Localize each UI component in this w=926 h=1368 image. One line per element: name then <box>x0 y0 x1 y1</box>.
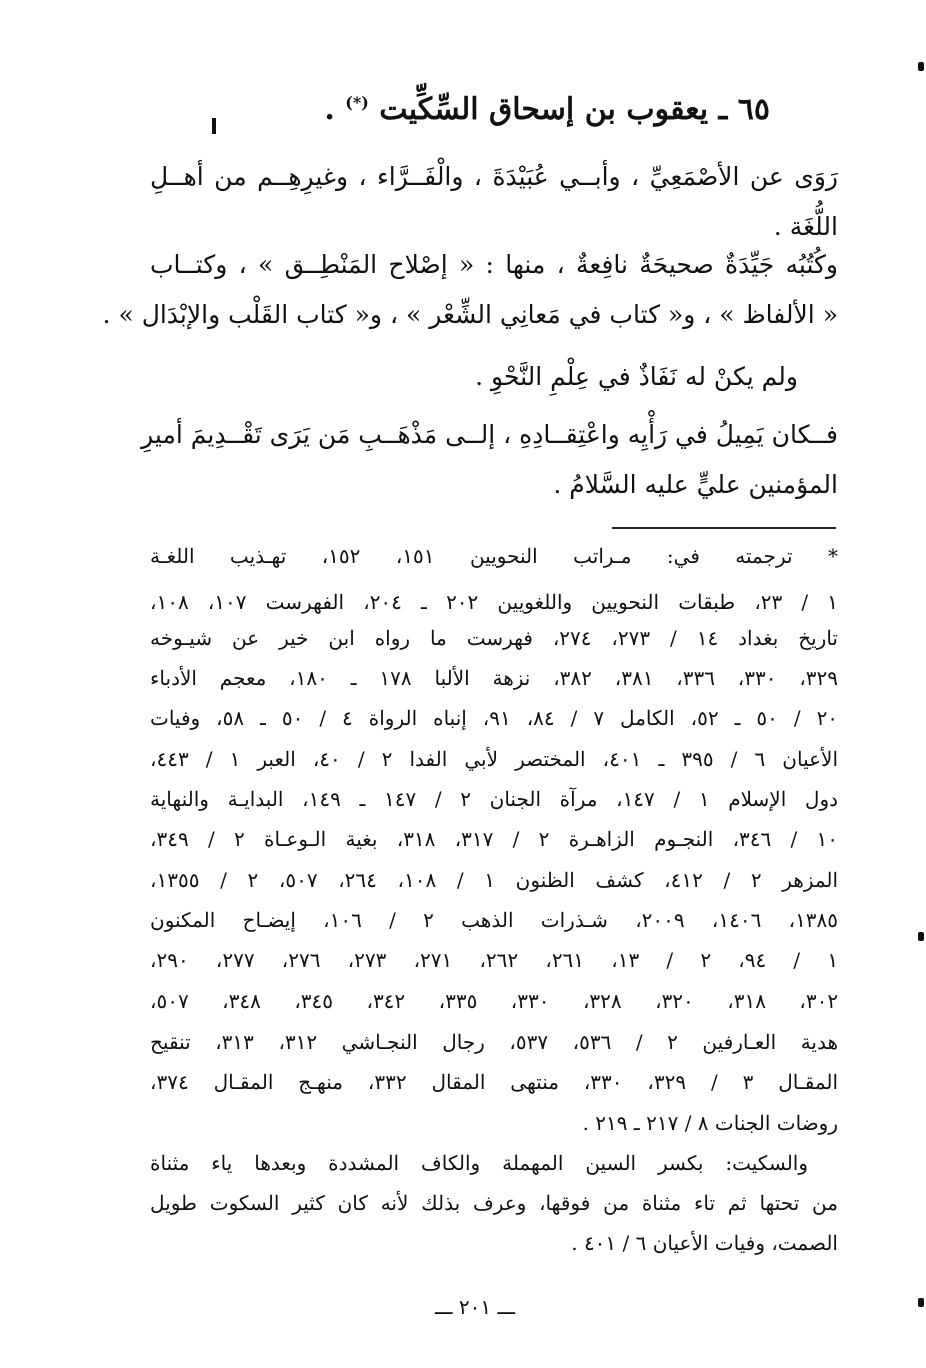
entry-heading <box>300 92 770 142</box>
page-number: ـــ ٢٠١ ـــ <box>434 1295 516 1319</box>
footnote-line: روضات الجنات ٨ / ٢١٧ ـ ٢١٩ . <box>582 1111 838 1135</box>
scan-margin-mark <box>918 62 924 71</box>
entry-number: ٦٥ ـ <box>718 92 770 127</box>
footnote-line: ٣٢٩، ٣٣٠، ٣٣٦، ٣٨١، ٣٨٢، نزهة الألبا ١٧٨ ـ ١٨٠، معجم الأدباء <box>150 666 839 690</box>
body-line: رَوَى عن الأصْمَعِيِّ ، وأبــي عُبَيْدَةَ ، والْفَــرَّاء ، وغيرِهِــم من أهــلِ <box>150 162 838 191</box>
entry-name: يعقوب بن إسحاق السِّكِّيت <box>379 92 709 127</box>
footnote-line: من تحتها ثم تاء مثناة من فوقها، وعرف بذلك لأنه كان كثير السكوت طويل <box>150 1191 838 1215</box>
body-line: فــكان يَمِيلُ في رَأْيِه واعْتِقــادِهِ ، إلــى مَذْهَــبِ مَن يَرَى تَقْــدِيمَ أميرِ <box>141 420 838 449</box>
footnote-line: الصمت، وفيات الأعيان ٦ / ٤٠١ . <box>571 1231 838 1255</box>
body-line: اللُّغَة . <box>773 212 838 241</box>
footnote-line: هدية العـارفين ٢ / ٥٣٦، ٥٣٧، رجال النجـاشي ٣١٢، ٣١٣، تنقيح <box>150 1030 839 1054</box>
footnote-line: ١٣٨٥، ١٤٠٦، ٢٠٠٩، شـذرات الذهب ٢ / ١٠٦، إيضـاح المكنون <box>150 908 839 932</box>
scan-margin-mark <box>918 932 924 941</box>
footnote-line: ١٠ / ٣٤٦، النجـوم الزاهـرة ٢ / ٣١٧، ٣١٨، بغية الـوعـاة ٢ / ٣٤٩، <box>150 827 839 851</box>
footnote-line: دول الإسلام ١ / ١٤٧، مرآة الجنان ٢ / ١٤٧ ـ ١٤٩، البدايـة والنهاية <box>150 787 839 811</box>
footnote-line: المقـال ٣ / ٣٢٩، ٣٣٠، منتهى المقال ٣٣٢، منهـج المقـال ٣٧٤، <box>150 1070 839 1094</box>
footnote-marker: (*) <box>345 93 369 112</box>
body-line: وكُتُبُه جَيِّدَةٌ صحيحَةٌ نافِعةٌ ، منها : « إصْلاح المَنْطِــق » ، وكتــاب <box>150 250 838 279</box>
margin-tick <box>212 118 216 134</box>
footnote-line: تاريخ بغداد ١٤ / ٢٧٣، ٢٧٤، فهرست ما رواه ابن خير عن شيـوخه <box>150 626 838 650</box>
footnote-line: المزهر ٢ / ٤١٢، كشف الظنون ١ / ١٠٨، ٢٦٤، ٥٠٧، ٢ / ١٣٥٥، <box>150 868 839 892</box>
footnote-line: ٣٠٢، ٣١٨، ٣٢٠، ٣٢٨، ٣٣٠، ٣٣٥، ٣٤٢، ٣٤٥، ٣٤٨، ٥٠٧، <box>150 989 839 1013</box>
footnote-line: ١ / ٩٤، ٢ / ١٣، ٢٦١، ٢٦٢، ٢٧١، ٢٧٣، ٢٧٦، ٢٧٧، ٢٩٠، <box>150 948 839 972</box>
heading-end: . <box>324 92 335 127</box>
footnote-line: الأعيان ٦ / ٣٩٥ ـ ٤٠١، المختصر لأبي الفدا ٢ / ٤٠، العبر ١ / ٤٤٣، <box>150 747 839 771</box>
body-line: ولم يكنْ له نَفَاذٌ في عِلْمِ النَّحْوِ . <box>475 362 798 391</box>
body-line: المؤمنين عليٍّ عليه السَّلامُ . <box>553 470 838 499</box>
footnote-separator <box>612 527 836 529</box>
footnote-line: ١ / ٢٣، طبقات النحويين واللغويين ٢٠٢ ـ ٢٠٤، الفهرست ١٠٧، ١٠٨، <box>150 590 839 614</box>
scan-margin-mark <box>918 1298 924 1307</box>
body-line: « الألفاظ » ، و« كتاب في مَعانِي الشِّعْر » ، و« كتاب القَلْب والإبْدَال » . <box>102 300 838 329</box>
footnote-line: والسكيت: بكسر السين المهملة والكاف المشددة وبعدها ياء مثناة <box>150 1151 808 1175</box>
footnote-line: ٢٠ / ٥٠ ـ ٥٢، الكامل ٧ / ٨٤، ٩١، إنباه الرواة ٤ / ٥٠ ـ ٥٨، وفيات <box>150 706 839 730</box>
footnote-line: * ترجمته في: مـراتب النحويين ١٥١، ١٥٢، تهـذيب اللغـة <box>150 544 839 568</box>
